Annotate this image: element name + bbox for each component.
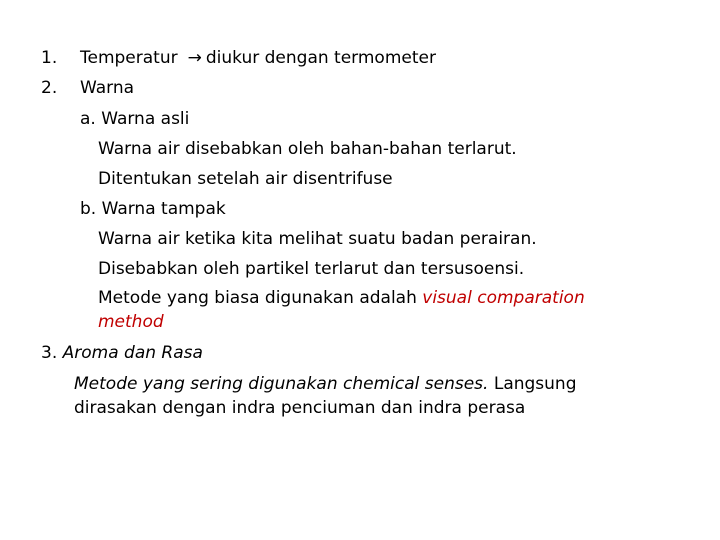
right-arrow-icon: → [187,48,202,68]
subitem-b-line-2: Disebabkan oleh partikel terlarut dan tersusoensi. [98,259,525,279]
subitem-b-line-3-text: Metode yang biasa digunakan adalah [98,288,423,308]
method-highlight: method [98,312,164,332]
item-2-number: 2. [41,78,58,98]
visual-comparation-highlight: visual comparation [422,288,585,308]
subitem-a-heading: a. Warna asli [80,109,190,129]
item-1-label: Temperatur [80,48,178,68]
item-1-text: diukur dengan termometer [205,48,436,68]
subitem-a-line-1: Warna air disebabkan oleh bahan-bahan terlarut. [98,139,517,159]
subitem-b-line-3 [98,287,585,309]
item-3-line-2: dirasakan dengan indra penciuman dan indra perasa [74,398,526,418]
item-3-line-1-rest: Langsung [488,374,577,394]
item-3-line-1-italic: Metode yang sering digunakan chemical senses. [74,374,489,394]
item-2-label-line [80,77,134,99]
item-3-line-1 [74,373,577,395]
item-1-content [80,47,436,69]
subitem-a-line-2: Ditentukan setelah air disentrifuse [98,169,393,189]
subitem-b-heading: b. Warna tampak [80,199,226,219]
item-3-label: Aroma dan Rasa [62,343,203,363]
subitem-b-line-1: Warna air ketika kita melihat suatu badan perairan. [98,229,537,249]
item-1-number: 1. [41,48,58,68]
item-3 [41,342,203,364]
item-1 [41,47,57,69]
item-3-number: 3. [41,343,58,363]
item-2 [41,77,57,99]
item-2-label: Warna [80,78,135,98]
